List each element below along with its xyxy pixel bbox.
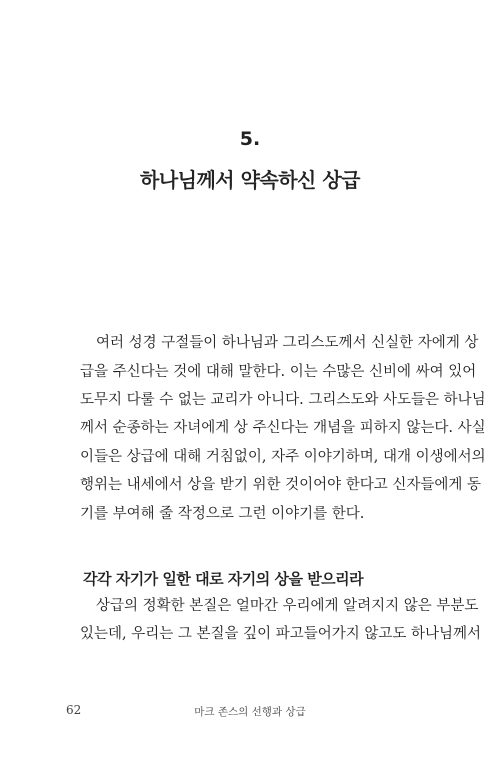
page-number: 62	[66, 703, 82, 717]
body-line: 상급의 정확한 본질은 얼마간 우리에게 알려지지 않은 부분도	[96, 598, 479, 614]
body-line: 행위는 내세에서 상을 받기 위한 것이어야 한다고 신자들에게 동	[80, 477, 482, 493]
body-line: 이들은 상급에 대해 거침없이, 자주 이야기하며, 대개 이생에서의	[80, 449, 486, 465]
section-subheading: 각각 자기가 일한 대로 자기의 상을 받으리라	[83, 570, 364, 588]
chapter-number: 5.	[239, 128, 261, 150]
body-line: 급을 주신다는 것에 대해 말한다. 이는 수많은 신비에 싸여 있어	[80, 364, 477, 380]
running-title: 마크 존스의 선행과 상급	[194, 706, 306, 718]
body-line: 여러 성경 구절들이 하나님과 그리스도께서 신실한 자에게 상	[96, 335, 479, 351]
chapter-title: 하나님께서 약속하신 상급	[140, 168, 360, 192]
body-line: 도무지 다룰 수 없는 교리가 아니다. 그리스도와 사도들은 하나님	[80, 392, 486, 408]
body-line: 있는데, 우리는 그 본질을 깊이 파고들어가지 않고도 하나님께서	[80, 626, 482, 642]
body-line: 께서 순종하는 자녀에게 상 주신다는 개념을 피하지 않는다. 사실	[80, 420, 486, 436]
body-line: 기를 부여해 줄 작정으로 그런 이야기를 한다.	[80, 506, 365, 522]
